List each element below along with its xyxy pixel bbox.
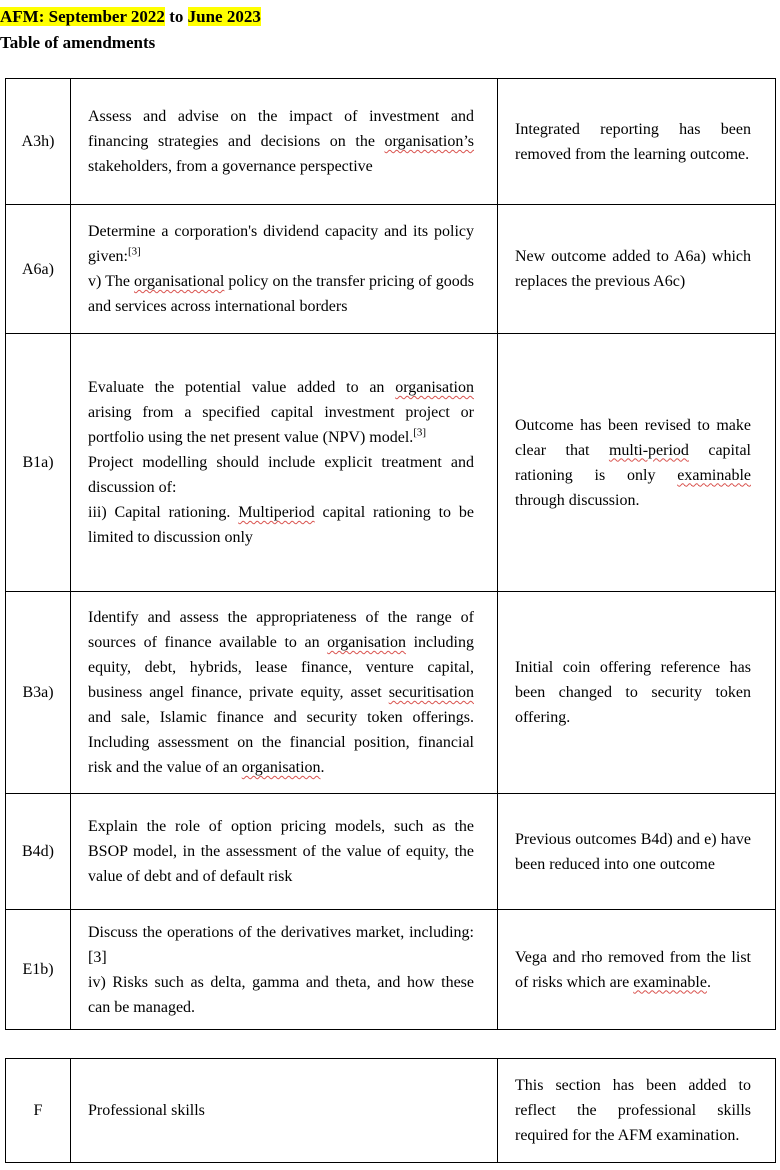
outcome-code: A3h) (6, 79, 71, 205)
spellcheck-word: organisation (395, 379, 474, 396)
spellcheck-word: securitisation (388, 684, 474, 701)
section-note: This section has been added to reflect the professional skills required for the AFM examination. (498, 1059, 776, 1163)
outcome-code: E1b) (6, 910, 71, 1030)
spellcheck-word: organisation’s (384, 133, 474, 150)
table-row (6, 1059, 776, 1163)
outcome-description: Determine a corporation's dividend capacity and its policy given:[3] v) The organisational policy on the transfer pricing of goods and services across international borders (71, 205, 498, 334)
spellcheck-word: examinable (633, 973, 707, 991)
table-row (6, 910, 776, 1030)
amendment-note: New outcome added to A6a) which replaces the previous A6c) (498, 205, 776, 334)
section-table (5, 1058, 776, 1163)
amendment-note: Vega and rho removed from the list of risks which are examinable. (498, 910, 776, 1030)
outcome-description: Identify and assess the appropriateness of the range of sources of finance available to an organisation including equity, debt, hybrids, lease finance, venture capital, business angel finance, private equity, asset securitisation and sale, Islamic finance and security token offerings. Including assessment on the financial position, financial risk and the value of an organisation. (71, 592, 498, 794)
table-row (6, 205, 776, 334)
outcome-code: B3a) (6, 592, 71, 794)
spellcheck-word: organisational (134, 273, 225, 290)
footnote-ref: [3] (413, 426, 427, 439)
title-connector: to (164, 7, 188, 26)
outcome-description: Explain the role of option pricing models, such as the BSOP model, in the assessment of the value of equity, the value of debt and of default risk (71, 794, 498, 910)
outcome-code: B4d) (6, 794, 71, 910)
table-row (6, 334, 776, 592)
amendment-note: Outcome has been revised to make clear that multi-period capital rationing is only examinable through discussion. (498, 334, 776, 592)
outcome-code: B1a) (6, 334, 71, 592)
title-prefix: AFM: (0, 7, 49, 26)
section-title: Professional skills (71, 1059, 498, 1163)
table-caption: Table of amendments (0, 33, 156, 52)
footnote-ref: [3] (128, 245, 141, 258)
table-row (6, 79, 776, 205)
spellcheck-word: organisation (327, 634, 406, 651)
table-row (6, 794, 776, 910)
amendment-note: Initial coin offering reference has been changed to security token offering. (498, 592, 776, 794)
outcome-description: Assess and advise on the impact of investment and financing strategies and decisions on the organisation’s stakeholders, from a governance perspective (71, 79, 498, 205)
document-title (0, 6, 261, 28)
title-start-session: September 2022 (48, 7, 165, 26)
spellcheck-word: multi-period (608, 441, 689, 459)
amendment-note: Previous outcomes B4d) and e) have been reduced into one outcome (498, 794, 776, 910)
section-code: F (6, 1059, 71, 1163)
amendment-note: Integrated reporting has been removed from the learning outcome. (498, 79, 776, 205)
title-end-session: June 2023 (187, 7, 261, 26)
spellcheck-word: examinable (677, 466, 751, 484)
outcome-description: Discuss the operations of the derivatives market, including:[3] iv) Risks such as delta, gamma and theta, and how these can be managed. (71, 910, 498, 1030)
outcome-description: Evaluate the potential value added to an organisation arising from a specified capital investment project or portfolio using the net present value (NPV) model.[3] Project modelling should include explicit treatment and discussion of: iii) Capital rationing. Multiperiod capital rationing to be limited to discussion only (71, 334, 498, 592)
amendments-table (5, 78, 776, 1030)
table-row (6, 592, 776, 794)
outcome-code: A6a) (6, 205, 71, 334)
spellcheck-word: Multiperiod (238, 504, 315, 521)
spellcheck-word: organisation (241, 759, 321, 776)
